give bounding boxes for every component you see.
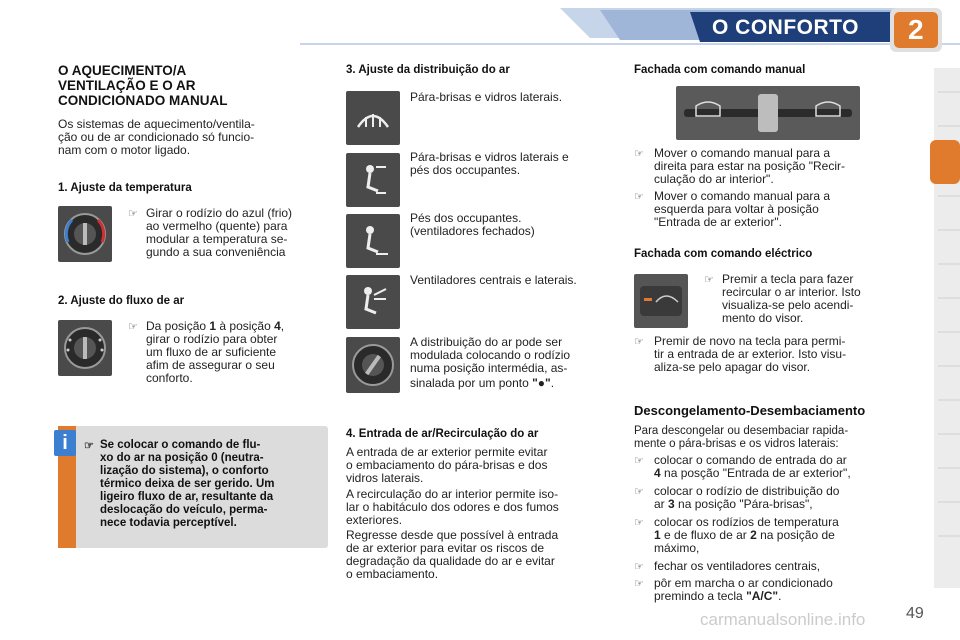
bullet-icon: ☞ <box>704 274 714 286</box>
text-run: à posição <box>216 319 275 333</box>
text-line <box>654 590 906 603</box>
manual-control-title: Fachada com comando manual <box>634 64 806 76</box>
text-line: pés dos occupantes. <box>410 163 521 177</box>
text-run: , <box>280 319 285 333</box>
distribution-2-text <box>410 151 616 177</box>
bullet-icon: ☞ <box>634 561 644 573</box>
text-line: colocar os rodízios de temperatura <box>654 515 839 529</box>
temperature-knob-icon <box>58 206 112 262</box>
defrost-step-2 <box>654 485 906 511</box>
bullet-icon: ☞ <box>634 191 644 203</box>
text-run: na posição de <box>756 528 835 542</box>
text-line: lização do sistema), o conforto <box>100 465 269 477</box>
text-line: recircular o ar interior. Isto <box>722 285 861 299</box>
text-run: premindo a tecla <box>654 589 747 603</box>
text-line: Para descongelar ou desembaciar rapida- <box>634 425 849 437</box>
distribution-1-text <box>410 91 616 104</box>
text-line: afim de assegurar o seu <box>146 358 275 372</box>
text-line: degradação da qualidade do ar e evitar <box>346 554 555 568</box>
text-line: direita para estar na posição "Recir- <box>654 159 846 173</box>
recirculation-paragraph-1 <box>346 446 616 485</box>
text-line: ligeiro fluxo de ar, resultante da <box>100 491 274 503</box>
text-run: . <box>778 589 782 603</box>
vents-icon <box>346 275 400 329</box>
recirculation-paragraph-3 <box>346 529 616 581</box>
text-line: o embaciamento do pára-brisas e dos <box>346 458 548 472</box>
text-line: térmico deixa de ser gerido. Um <box>100 478 275 490</box>
text-line <box>654 467 906 480</box>
chapter-number: 2 <box>908 14 924 45</box>
text-run: sinalada por um ponto <box>410 376 533 390</box>
text-line: um fluxo de ar suficiente <box>146 345 277 359</box>
defrost-step-1 <box>654 454 906 480</box>
text-line: Premir a tecla para fazer <box>722 272 854 286</box>
bullet-icon: ☞ <box>634 455 644 467</box>
text-line: Regresse desde que possível à entrada <box>346 528 559 542</box>
text-line: "Entrada de ar exterior". <box>654 215 782 229</box>
recirculation-title: 4. Entrada de ar/Recirculação do ar <box>346 428 539 440</box>
text-line: Mover o comando manual para a <box>654 189 831 203</box>
manual-left-text <box>654 190 904 229</box>
text-line: máximo, <box>654 541 700 555</box>
defrost-step-5 <box>654 577 906 603</box>
text-line: visualiza-se pelo acendi- <box>722 298 854 312</box>
airflow-title: 2. Ajuste do fluxo de ar <box>58 295 185 307</box>
temperature-text <box>146 207 326 259</box>
text-line: nece todavia perceptível. <box>100 517 237 529</box>
intro-paragraph <box>58 118 324 157</box>
position-number: 4 <box>654 466 661 480</box>
position-number: 4 <box>274 319 281 333</box>
text-line: xo do ar na posição 0 (neutra- <box>100 452 264 464</box>
position-number: 3 <box>668 497 675 511</box>
text-line: Pára-brisas e vidros laterais. <box>410 90 563 104</box>
text-line: Pára-brisas e vidros laterais e <box>410 150 569 164</box>
text-line: A distribuição do ar pode ser <box>410 335 563 349</box>
text-line: deslocação do veículo, perma- <box>100 504 268 516</box>
text-run: e de fluxo de ar <box>660 528 751 542</box>
defrost-intro <box>634 425 906 451</box>
text-line: numa posição intermédia, as- <box>410 361 568 375</box>
manual-slider-image <box>676 86 860 140</box>
heading-line: VENTILAÇÃO E O AR <box>58 78 196 93</box>
distribution-4-text <box>410 274 616 287</box>
text-line: aliza-se pelo apagar do visor. <box>654 360 811 374</box>
text-line: Pés dos occupantes. <box>410 211 522 225</box>
windscreen-icon <box>346 91 400 145</box>
text-line: colocar o comando de entrada do ar <box>654 453 847 467</box>
electric-control-title: Fachada com comando eléctrico <box>634 248 813 260</box>
text-line: modular a temperatura se- <box>146 232 288 246</box>
feet-icon <box>346 214 400 268</box>
electric-press-again-text <box>654 335 904 374</box>
heading-line: CONDICIONADO MANUAL <box>58 93 228 108</box>
windscreen-feet-icon <box>346 153 400 207</box>
heading-line: O AQUECIMENTO/A <box>58 63 187 78</box>
text-line: esquerda para voltar à posição <box>654 202 819 216</box>
defrost-step-3 <box>654 516 906 555</box>
text-line: lar o habitáculo dos odores e dos fumos <box>346 500 559 514</box>
bullet-icon: ☞ <box>634 517 644 529</box>
text-line: A recirculação do ar interior permite iso- <box>346 487 559 501</box>
bullet-icon: ☞ <box>634 486 644 498</box>
text-line: vidros laterais. <box>346 471 424 485</box>
text-line: nam com o motor ligado. <box>58 143 191 157</box>
text-line: pôr em marcha o ar condicionado <box>654 576 833 590</box>
temperature-title: 1. Ajuste da temperatura <box>58 182 192 194</box>
bullet-icon: ☞ <box>84 440 94 452</box>
text-line: conforto. <box>146 371 193 385</box>
watermark: carmanualsonline.info <box>700 610 866 629</box>
text-line: de ar exterior para evitar os riscos de <box>346 541 545 555</box>
bullet-icon: ☞ <box>128 208 138 220</box>
bullet-icon: ☞ <box>634 148 644 160</box>
distribution-knob-icon <box>346 337 400 393</box>
text-line: fechar os ventiladores centrais, <box>654 559 821 573</box>
text-line: Mover o comando manual para a <box>654 146 831 160</box>
text-line: girar o rodízio para obter <box>146 332 278 346</box>
page-title: O CONFORTO <box>712 16 859 39</box>
defrost-step-4 <box>654 560 906 573</box>
text-run: ar <box>654 497 669 511</box>
bullet-icon: ☞ <box>128 321 138 333</box>
info-text <box>100 439 322 530</box>
text-line: Premir de novo na tecla para permi- <box>654 334 846 348</box>
text-line: colocar o rodízio de distribuição do <box>654 484 840 498</box>
section-heading <box>58 63 328 108</box>
electric-press-text <box>722 273 904 325</box>
text-line <box>410 377 616 390</box>
bullet-icon: ☞ <box>634 578 644 590</box>
text-line: ao vermelho (quente) para <box>146 219 288 233</box>
position-number: 1 <box>654 528 661 542</box>
recirculation-paragraph-2 <box>346 488 616 527</box>
defrost-title: Descongelamento-Desembaciamento <box>634 403 866 418</box>
ac-key-label: "A/C" <box>746 589 779 603</box>
text-line: Se colocar o comando de flu- <box>100 439 261 451</box>
text-line: ção ou de ar condicionado só funcio- <box>58 130 255 144</box>
position-number: 2 <box>750 528 757 542</box>
text-line: A entrada de ar exterior permite evitar <box>346 445 548 459</box>
text-run: na posção "Entrada de ar exterior", <box>660 466 851 480</box>
text-line: culação do ar interior". <box>654 172 774 186</box>
distribution-3-text <box>410 212 616 238</box>
text-run: . <box>550 376 555 390</box>
distribution-5-text <box>410 336 616 390</box>
airflow-knob-icon <box>58 320 112 376</box>
bullet-icon: ☞ <box>634 336 644 348</box>
text-line: Ventiladores centrais e laterais. <box>410 273 577 287</box>
text-line: mente o pára-brisas e os vidros laterais: <box>634 438 839 450</box>
text-run: na posição "Pára-brisas", <box>674 497 813 511</box>
text-line: mento do visor. <box>722 311 804 325</box>
manual-right-text <box>654 147 904 186</box>
chapter-tabs <box>930 68 960 588</box>
position-number: 1 <box>209 319 217 333</box>
dot-marker: "●" <box>532 376 551 390</box>
text-line: tir a entrada de ar exterior. Isto visu- <box>654 347 847 361</box>
text-line: modulada colocando o rodízio <box>410 348 571 362</box>
text-line: o embaciamento. <box>346 567 439 581</box>
airflow-text <box>146 320 326 385</box>
text-line: (ventiladores fechados) <box>410 224 535 238</box>
info-icon: i <box>54 430 76 456</box>
recirculation-button-image <box>634 274 688 328</box>
distribution-title: 3. Ajuste da distribuição do ar <box>346 64 510 76</box>
page-number: 49 <box>906 605 924 622</box>
text-line: gundo a sua conveniência <box>146 245 286 259</box>
text-line <box>654 498 906 511</box>
text-line: Os sistemas de aquecimento/ventila- <box>58 117 255 131</box>
text-run: Da posição <box>146 319 210 333</box>
text-line: Girar o rodízio do azul (frio) <box>146 206 293 220</box>
text-line: exteriores. <box>346 513 403 527</box>
